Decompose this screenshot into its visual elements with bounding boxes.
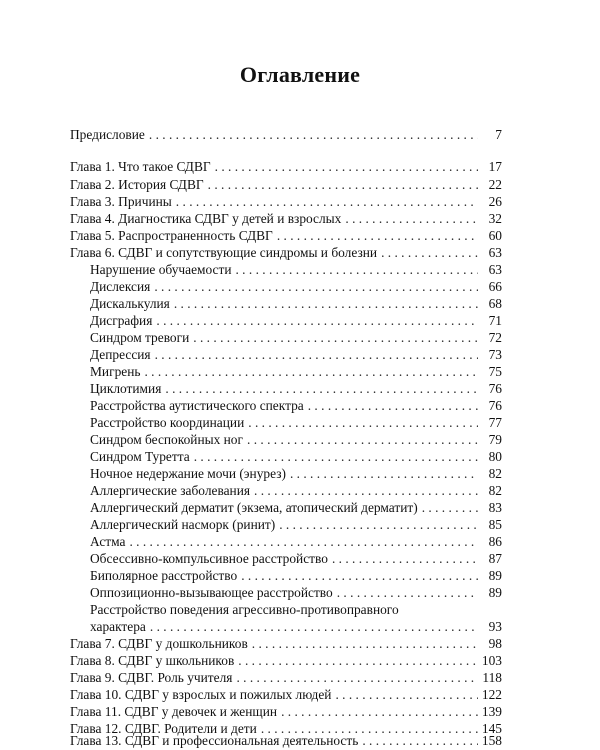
toc-entry-page: 79	[488, 432, 502, 447]
toc-subentry	[90, 330, 502, 346]
dot-leader	[215, 159, 478, 175]
dot-leader	[174, 296, 478, 312]
toc-subentry	[90, 500, 502, 516]
dot-leader	[155, 347, 478, 363]
toc-entry-page: 82	[488, 466, 502, 481]
toc-entry-page: 89	[488, 585, 502, 600]
toc-entry-label: Аллергический насморк (ринит)	[90, 517, 276, 532]
toc-entry-label: Глава 8. СДВГ у школьников	[70, 653, 235, 668]
dot-leader	[422, 500, 478, 516]
toc-subentry	[90, 449, 502, 465]
toc-subentry	[90, 415, 502, 431]
toc-entry-page: 66	[488, 279, 502, 294]
dot-leader	[254, 483, 478, 499]
toc-subentry	[90, 381, 502, 397]
dot-leader	[129, 534, 478, 550]
toc-entry-page: 32	[488, 211, 502, 226]
toc-entry-label: Глава 10. СДВГ у взрослых и пожилых людей	[70, 687, 332, 702]
toc-entry-label: Глава 11. СДВГ у девочек и женщин	[70, 704, 278, 719]
toc-entry	[70, 687, 502, 703]
toc-entry-page: 26	[488, 194, 502, 209]
toc-entry-label: Дисграфия	[90, 313, 153, 328]
dot-leader	[176, 194, 478, 210]
toc-subentry	[90, 262, 502, 278]
toc-entry-label: Циклотимия	[90, 381, 162, 396]
dot-leader	[194, 449, 478, 465]
toc-entry	[70, 228, 502, 244]
dot-leader	[381, 245, 478, 261]
toc-entry-page: 63	[488, 245, 502, 260]
toc-subentry	[90, 313, 502, 329]
toc-entry-page: 145	[481, 721, 502, 736]
toc-entry-page: 71	[488, 313, 502, 328]
toc-entry-page: 89	[488, 568, 502, 583]
toc-entry-page: 17	[488, 159, 502, 174]
toc-entry	[70, 245, 502, 261]
toc-entry-label: Глава 2. История СДВГ	[70, 177, 204, 192]
toc-entry-label: Синдром беспокойных ног	[90, 432, 243, 447]
dot-leader	[238, 653, 478, 669]
toc-entry-page: 22	[488, 177, 502, 192]
dot-leader	[335, 687, 477, 703]
dot-leader	[279, 517, 478, 533]
toc-subentry	[90, 534, 502, 550]
dot-leader	[165, 381, 478, 397]
dot-leader	[144, 364, 478, 380]
dot-leader	[150, 619, 478, 635]
toc-subentry-label-line1: Расстройство поведения агрессивно-противоправного	[90, 602, 399, 617]
toc-entry	[70, 733, 502, 749]
toc-entry-label: Глава 1. Что такое СДВГ	[70, 159, 211, 174]
toc-entry	[70, 127, 502, 143]
toc-entry-page: 118	[482, 670, 502, 685]
toc-subentry	[90, 585, 502, 601]
toc-entry-label: Дискалькулия	[90, 296, 170, 311]
toc-entry-label: Расстройство координации	[90, 415, 245, 430]
toc-entry-page: 85	[488, 517, 502, 532]
toc-entry	[70, 194, 502, 210]
toc-entry-label: Обсессивно-компульсивное расстройство	[90, 551, 328, 566]
toc-subentry	[90, 398, 502, 414]
dot-leader	[236, 670, 478, 686]
dot-leader	[277, 228, 478, 244]
toc-entry	[70, 670, 502, 686]
toc-entry-label: Дислексия	[90, 279, 151, 294]
toc-entry	[70, 636, 502, 652]
dot-leader	[345, 211, 478, 227]
toc-entry-label: Глава 5. Распространенность СДВГ	[70, 228, 273, 243]
toc-entry-label: Ночное недержание мочи (энурез)	[90, 466, 286, 481]
toc-entry-label: Синдром Туретта	[90, 449, 190, 464]
dot-leader	[193, 330, 478, 346]
toc-entry-page: 73	[488, 347, 502, 362]
toc-entry-label: Аллергический дерматит (экзема, атопический дерматит)	[90, 500, 418, 515]
toc-subentry	[90, 432, 502, 448]
page-title: Оглавление	[239, 62, 361, 87]
toc-subentry	[90, 296, 502, 312]
dot-leader	[149, 127, 478, 143]
toc-entry-page: 60	[488, 228, 502, 243]
toc-entry-page: 82	[488, 483, 502, 498]
toc-subentry	[90, 347, 502, 363]
toc-entry-page: 86	[488, 534, 502, 549]
toc-subentry	[90, 568, 502, 584]
dot-leader	[154, 279, 478, 295]
toc-entry-label: Депрессия	[90, 347, 151, 362]
toc-entry-page: 75	[488, 364, 502, 379]
toc-entry-label: Расстройства аутистического спектра	[90, 398, 304, 413]
toc-entry-label: Глава 3. Причины	[70, 194, 172, 209]
toc-entry	[70, 177, 502, 193]
toc-entry-label: Глава 13. СДВГ и профессиональная деятельность	[70, 733, 359, 748]
toc-entry-page: 76	[488, 398, 502, 413]
toc-subentry	[90, 551, 502, 567]
toc-entry-label: Глава 4. Диагностика СДВГ у детей и взрослых	[70, 211, 342, 226]
toc-subentry	[90, 483, 502, 499]
toc-subentry	[90, 364, 502, 380]
dot-leader	[337, 585, 478, 601]
dot-leader	[241, 568, 478, 584]
toc-entry-page: 63	[488, 262, 502, 277]
dot-leader	[156, 313, 478, 329]
toc-entry-label: Глава 9. СДВГ. Роль учителя	[70, 670, 233, 685]
dot-leader	[235, 262, 478, 278]
toc-entry-page: 76	[488, 381, 502, 396]
dot-leader	[252, 636, 478, 652]
dot-leader	[248, 415, 478, 431]
toc-subentry	[90, 619, 502, 635]
toc-entry-page: 158	[481, 733, 502, 748]
toc-entry-label: Аллергические заболевания	[90, 483, 251, 498]
toc-subentry	[90, 517, 502, 533]
toc-entry-label: Мигрень	[90, 364, 141, 379]
toc-subentry	[90, 279, 502, 295]
toc-entry-page: 72	[488, 330, 502, 345]
toc-entry-page: 87	[488, 551, 502, 566]
dot-leader	[308, 398, 478, 414]
toc-entry	[70, 159, 502, 175]
toc-entry-page: 68	[488, 296, 502, 311]
toc-entry-label: Глава 12. СДВГ. Родители и дети	[70, 721, 257, 736]
toc-entry-page: 103	[481, 653, 502, 668]
dot-leader	[247, 432, 478, 448]
toc-entry-page: 77	[488, 415, 502, 430]
toc-entry-label: Синдром тревоги	[90, 330, 190, 345]
toc-entry-page: 139	[481, 704, 502, 719]
toc-entry-page: 80	[488, 449, 502, 464]
toc-entry-page: 93	[488, 619, 502, 634]
toc-entry-label: Биполярное расстройство	[90, 568, 238, 583]
toc-entry-label: Нарушение обучаемости	[90, 262, 232, 277]
toc-entry-label: Астма	[90, 534, 126, 549]
dot-leader	[281, 704, 478, 720]
toc-entry-label: характера	[90, 619, 146, 634]
toc-entry-label: Предисловие	[70, 127, 145, 142]
toc-entry	[70, 653, 502, 669]
toc-entry-page: 122	[481, 687, 502, 702]
toc-entry	[70, 211, 502, 227]
dot-leader	[332, 551, 478, 567]
dot-leader	[208, 177, 478, 193]
toc-entry-page: 7	[495, 127, 502, 142]
toc-entry-page: 98	[488, 636, 502, 651]
toc-entry-label: Глава 6. СДВГ и сопутствующие синдромы и болезни	[70, 245, 378, 260]
dot-leader	[290, 466, 478, 482]
dot-leader	[362, 733, 478, 749]
toc-entry-page: 83	[488, 500, 502, 515]
toc-subentry	[90, 466, 502, 482]
toc-entry-label: Оппозиционно-вызывающее расстройство	[90, 585, 333, 600]
toc-entry	[70, 704, 502, 720]
toc-entry-label: Глава 7. СДВГ у дошкольников	[70, 636, 248, 651]
